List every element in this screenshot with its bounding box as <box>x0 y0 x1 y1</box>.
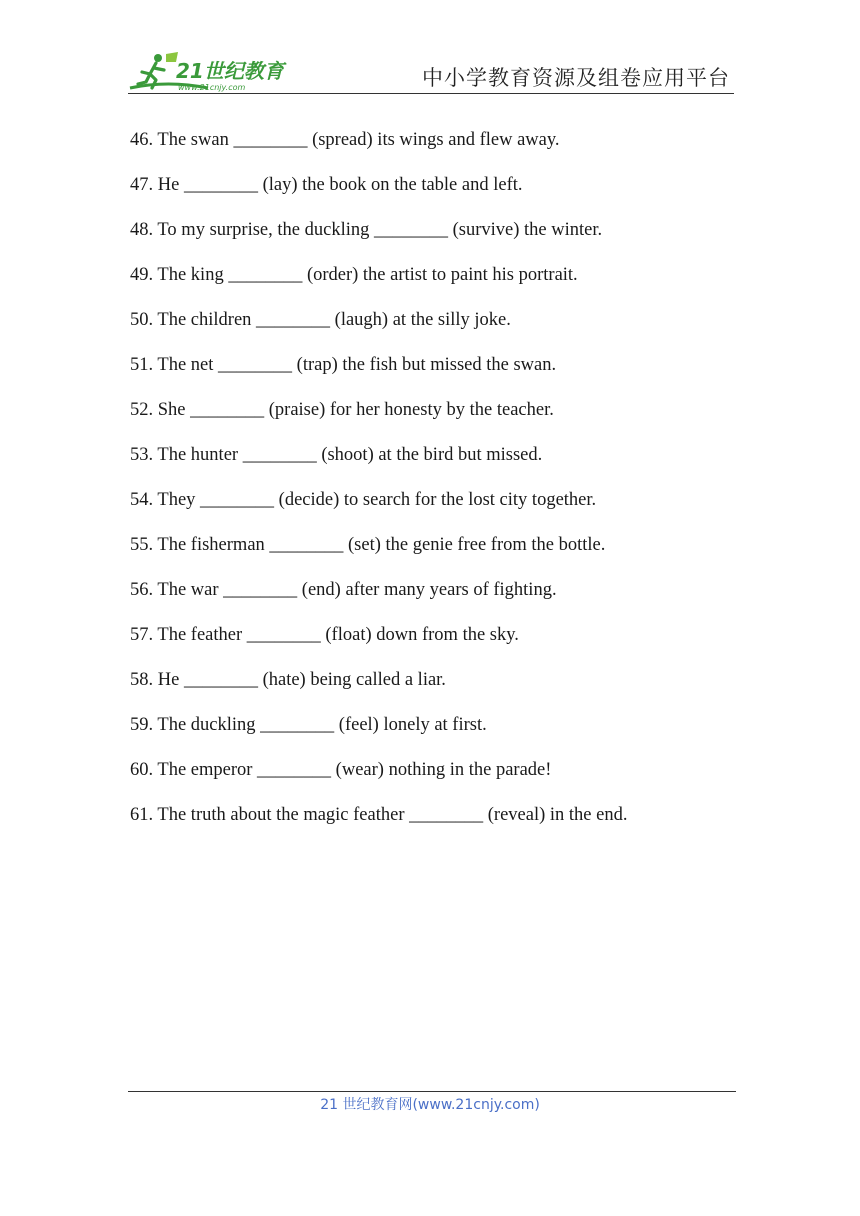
question-61: 61. The truth about the magic feather ________ (reveal) in the end. <box>130 805 628 825</box>
question-46: 46. The swan ________ (spread) its wings and flew away. <box>130 130 560 150</box>
question-57: 57. The feather ________ (float) down from the sky. <box>130 625 519 645</box>
question-49: 49. The king ________ (order) the artist to paint his portrait. <box>130 265 578 285</box>
question-56: 56. The war ________ (end) after many years of fighting. <box>130 580 557 600</box>
running-figure-logo-icon <box>128 50 298 94</box>
page-header <box>128 46 734 94</box>
question-52: 52. She ________ (praise) for her honesty by the teacher. <box>130 400 554 420</box>
question-54: 54. They ________ (decide) to search for the lost city together. <box>130 490 597 510</box>
footer-link[interactable]: 21 世纪教育网(www.21cnjy.com) <box>320 1097 540 1113</box>
question-58: 58. He ________ (hate) being called a liar. <box>130 670 446 690</box>
platform-title: 中小学教育资源及组卷应用平台 <box>422 66 730 90</box>
question-53: 53. The hunter ________ (shoot) at the bird but missed. <box>130 445 543 465</box>
logo-url: www.21cnjy.com <box>178 83 246 92</box>
question-51: 51. The net ________ (trap) the fish but missed the swan. <box>130 355 557 375</box>
logo-name: 21世纪教育 <box>176 59 284 83</box>
question-55: 55. The fisherman ________ (set) the genie free from the bottle. <box>130 535 606 555</box>
header-divider <box>128 93 734 94</box>
question-60: 60. The emperor ________ (wear) nothing in the parade! <box>130 760 552 780</box>
question-59: 59. The duckling ________ (feel) lonely at first. <box>130 715 487 735</box>
question-50: 50. The children ________ (laugh) at the silly joke. <box>130 310 511 330</box>
question-47: 47. He ________ (lay) the book on the table and left. <box>130 175 523 195</box>
question-list <box>130 118 627 838</box>
question-48: 48. To my surprise, the duckling ________ (survive) the winter. <box>130 220 603 240</box>
footer-divider <box>128 1091 736 1092</box>
